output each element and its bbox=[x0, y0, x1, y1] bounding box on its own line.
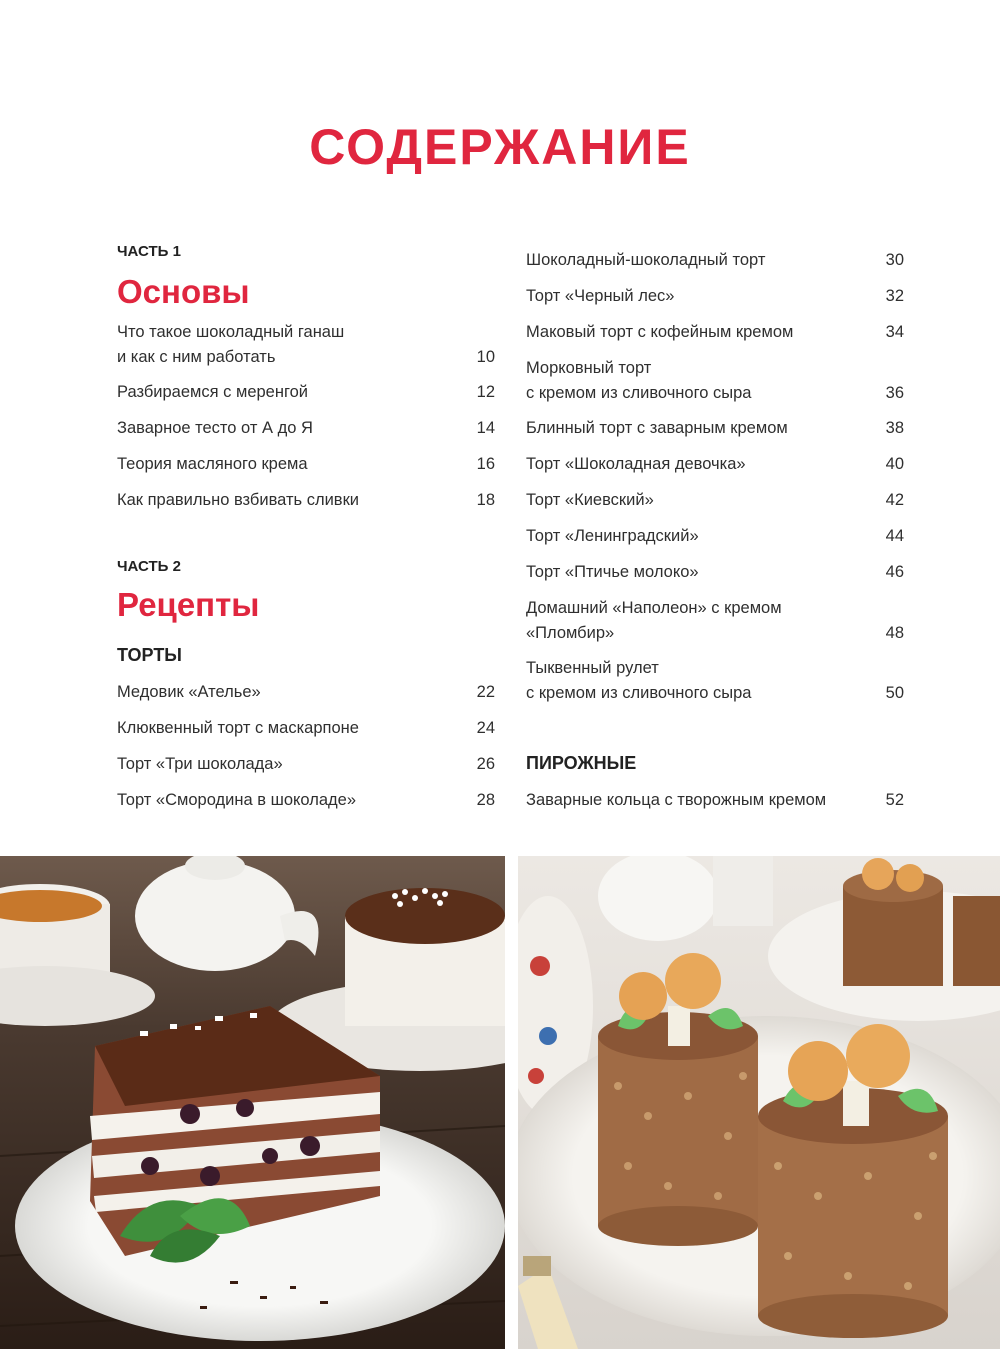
toc-entry-page: 46 bbox=[885, 563, 904, 581]
toc-entry[interactable] bbox=[526, 356, 904, 405]
toc-entry-title: Торт «Киевский» bbox=[526, 491, 654, 509]
toc-entry[interactable] bbox=[117, 488, 495, 513]
part1-label: ЧАСТЬ 1 bbox=[117, 243, 181, 260]
toc-entry-title: Морковный торт bbox=[526, 359, 652, 377]
toc-entry-title: Заварное тесто от А до Я bbox=[117, 419, 313, 437]
toc-entry[interactable] bbox=[117, 752, 495, 777]
toc-entry-title: Шоколадный-шоколадный торт bbox=[526, 251, 766, 269]
toc-entry[interactable] bbox=[526, 788, 904, 813]
toc-entry-page: 18 bbox=[476, 491, 495, 509]
toc-entry-page: 38 bbox=[885, 419, 904, 437]
cakes-section-label: ТОРТЫ bbox=[117, 645, 182, 665]
toc-entry[interactable] bbox=[526, 452, 904, 477]
toc-entry-page: 48 bbox=[885, 623, 904, 642]
toc-entry-title: Торт «Три шоколада» bbox=[117, 755, 283, 773]
toc-entry-title: Теория масляного крема bbox=[117, 455, 308, 473]
toc-entry-title: Заварные кольца с творожным кремом bbox=[526, 791, 827, 809]
toc-entry[interactable] bbox=[117, 716, 495, 741]
toc-entry[interactable] bbox=[526, 524, 904, 549]
toc-entry-page: 26 bbox=[476, 755, 495, 773]
toc-entry-page: 16 bbox=[476, 455, 495, 473]
toc-entry-page: 22 bbox=[476, 683, 495, 701]
toc-entry-page: 36 bbox=[885, 383, 904, 402]
toc-entry-page: 28 bbox=[476, 791, 495, 809]
toc-entry-title: Торт «Черный лес» bbox=[526, 287, 675, 305]
toc-entry-title: Разбираемся с меренгой bbox=[117, 383, 309, 401]
pastries-section-label: ПИРОЖНЫЕ bbox=[526, 753, 637, 773]
toc-entry[interactable] bbox=[526, 320, 904, 345]
toc-entry-page: 12 bbox=[476, 383, 495, 401]
toc-entry[interactable] bbox=[117, 416, 495, 441]
toc-entry-page: 40 bbox=[885, 455, 904, 473]
part2-title: Рецепты bbox=[117, 586, 260, 623]
toc-entry-title: Тыквенный рулет bbox=[526, 659, 659, 677]
toc-entry[interactable] bbox=[117, 380, 495, 405]
toc-entry-page: 10 bbox=[476, 347, 495, 366]
toc-entry-page: 14 bbox=[476, 419, 495, 437]
toc-entry-title: Торт «Птичье молоко» bbox=[526, 563, 699, 581]
choux-ring-pastries-photo bbox=[518, 856, 1000, 1349]
toc-entry[interactable] bbox=[117, 452, 495, 477]
toc-entry-title: Блинный торт с заварным кремом bbox=[526, 419, 788, 437]
toc-entry-page: 42 bbox=[885, 491, 904, 509]
toc-entry[interactable] bbox=[526, 656, 904, 705]
toc-entry-title: Торт «Ленинградский» bbox=[526, 527, 699, 545]
part2-label: ЧАСТЬ 2 bbox=[117, 558, 181, 575]
toc-entry[interactable] bbox=[526, 284, 904, 309]
toc-entry-title: Как правильно взбивать сливки bbox=[117, 491, 360, 509]
toc-entry-page: 50 bbox=[885, 683, 904, 702]
toc-entry-title: Маковый торт с кофейным кремом bbox=[526, 323, 794, 341]
toc-entry-title: Торт «Шоколадная девочка» bbox=[526, 455, 746, 473]
toc-entry-title-line2: с кремом из сливочного сыра bbox=[526, 383, 752, 402]
toc-entry-page: 34 bbox=[885, 323, 904, 341]
cake-slice-photo bbox=[0, 856, 505, 1349]
toc-entry-title: Медовик «Ателье» bbox=[117, 683, 261, 701]
toc-entry-page: 44 bbox=[885, 527, 904, 545]
toc-entry-title: Домашний «Наполеон» с кремом bbox=[526, 599, 782, 617]
toc-entry-title: Что такое шоколадный ганаш bbox=[117, 323, 345, 341]
toc-entry-title-line2: «Пломбир» bbox=[526, 623, 615, 642]
toc-entry[interactable] bbox=[526, 416, 904, 441]
toc-entry[interactable] bbox=[117, 680, 495, 705]
toc-entry[interactable] bbox=[526, 560, 904, 585]
toc-entry-title: Торт «Смородина в шоколаде» bbox=[117, 791, 357, 809]
toc-entry-title-line2: с кремом из сливочного сыра bbox=[526, 683, 752, 702]
toc-entry-page: 32 bbox=[885, 287, 904, 305]
toc-entry-title: Клюквенный торт с маскарпоне bbox=[117, 719, 359, 737]
toc-entry[interactable] bbox=[526, 488, 904, 513]
page-title: СОДЕРЖАНИЕ bbox=[309, 119, 691, 175]
part1-title: Основы bbox=[117, 273, 250, 310]
toc-entry-page: 24 bbox=[476, 719, 495, 737]
toc-entry-page: 52 bbox=[885, 791, 904, 809]
toc-entry[interactable] bbox=[526, 596, 904, 645]
toc-entry-title-line2: и как с ним работать bbox=[117, 347, 276, 366]
toc-entry[interactable] bbox=[117, 320, 495, 369]
toc-entry[interactable] bbox=[526, 248, 904, 273]
toc-entry[interactable] bbox=[117, 788, 495, 813]
toc-entry-page: 30 bbox=[885, 251, 904, 269]
